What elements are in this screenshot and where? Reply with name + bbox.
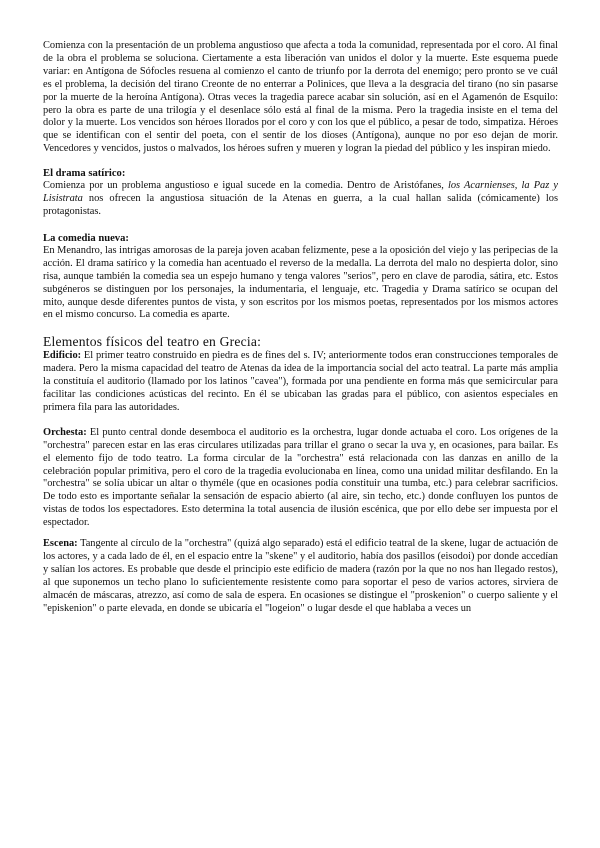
drama-satirico-text-b: nos ofrecen la angustiosa situación de la Atenas en guerra, a la cual hallan salida (cómicamente) los protagonistas.	[43, 193, 558, 217]
drama-satirico-works: los Acarnienses, la Paz y Lisistrata	[43, 180, 558, 205]
escena-text: Tangente al círculo de la "orchestra" (quizá algo separado) está el edificio teatral de la skene, lugar de actuación de los actores, y a cada lado de él, en el espacio entre la "skene" y el auditorio, había dos pasillos (eisodoi) por donde accedían y salían los actores. Es probable que desde el principio este edificio de madera (razón por la que no nos han llegado restos), al que suponemos un techo plano lo suficientemente resistente como para soportar el peso de varios actores, sirviera de almacén de máscaras, atrezzo, así como de sala de espera. En ocasiones se distingue el "proskenion" o cuerpo saliente y el "episkenion" o parte elevada, en donde se ubicaría el "logeion" o lugar desde el que hablaba a veces un	[43, 538, 558, 614]
comedia-nueva-title: La comedia nueva:	[43, 232, 129, 244]
escena-paragraph	[43, 538, 558, 615]
elementos-heading: Elementos físicos del teatro en Grecia:	[43, 334, 262, 350]
edificio-label: Edificio:	[43, 350, 82, 362]
drama-satirico-title: El drama satírico:	[43, 168, 126, 180]
drama-satirico-text-a: Comienza por un problema angustioso e igual sucede en la comedia. Dentro de Aristófanes,	[43, 180, 448, 192]
orchestra-label: Orchesta:	[43, 426, 87, 438]
orchestra-text: El punto central donde desemboca el auditorio es la orchestra, lugar donde actuaba el coro. Los orígenes de la "orchestra" parecen estar en las eras circulares utilizadas para trillar el grano o secar la uva y, en ocasiones, para bailar. Es el elemento fijo de todo teatro. La forma circular de la "orchestra" está relacionada con las danzas en anillo de la celebración popular primitiva, pero el coro de la tragedia evolucionaba en línea, como una unidad militar desfilando. En la "orchestra" se solía ubicar un altar o thyméle (que en ocasiones podía constituir una tumba, etc.) para celebrar sacrificios. De todo esto es importante señalar la sensación de espacio abierto (al aire, sin techo, etc.) donde confluyen los puntos de vistas de todos los espectadores. Esto determina la total ausencia de ilusión escénica, que por ello debe ser impuesta por el espectador.	[43, 426, 558, 529]
escena-label: Escena:	[43, 538, 78, 550]
intro-paragraph: Comienza con la presentación de un problema angustioso que afecta a toda la comunidad, representada por el coro. Al final de la obra el problema se soluciona. Ciertamente a esta liberación van unidos el dolor y la muerte. Este esquema puede variar: en Antígona de Sófocles resuena al comienzo el canto de triunfo por la derrota del enemigo; pero pronto se ve cuál es el problema, la decisión del tirano Creonte de no enterrar a Polinices, que lleva a la desgracia del tirano (no sin pasarse por la muerte de la heroína Antígona). Otras veces la tragedia parece acabar sin solución, así en el Agamenón de Esquilo: pero la obra es parte de una trilogía y el desenlace sólo está al final de la misma. Pero la tragedia insiste en el tema del dolor y la muerte. Los vencidos son héroes llorados por el coro y con los que el público, a pesar de todo, simpatiza. Héroes que se identifican con el sentir del poeta, con el sentir de los dioses (Antígona), aunque no por eso dejan de morir. Vencedores y vencidos, justos o malvados, los héroes sufren y mueren y logran la piedad del público y les inspiran miedo.	[43, 40, 558, 155]
edificio-text: El primer teatro construido en piedra es de fines del s. IV; anteriormente todos eran construcciones temporales de madera. Pero la misma capacidad del teatro de Atenas da idea de la importancia social del acto teatral. La parte más amplia la constituía el auditorio (llamado por los latinos "cavea"), formada por una pendiente en forma más que semicircular para facilitar las condiciones acústicas del recinto. En él se ubicaban las gradas para el público, con asientos especiales en primera fila para las autoridades.	[43, 350, 558, 413]
edificio-paragraph	[43, 350, 558, 415]
orchestra-paragraph	[43, 427, 558, 530]
drama-satirico-paragraph	[43, 180, 558, 219]
comedia-nueva-paragraph: En Menandro, las intrigas amorosas de la pareja joven acaban felizmente, pese a la oposición del viejo y las peripecias de la acción. El drama satírico y la comedia han acentuado el reverso de la medalla. La derrota del malo no despierta dolor, sino risa, aunque también la comedia sea un espejo humano y tenga valores "serios", pero en clave de parodia, sátira, etc. Estos subgéneros se distinguen por los personajes, la indumentaria, el lenguaje, etc. Tragedia y Drama satírico se ocupan del mito, aunque desde diferentes puntos de vista, y son escritos por los mismos poetas, representados por los mismos actores en el mismo concurso. La comedia es aparte.	[43, 244, 559, 321]
